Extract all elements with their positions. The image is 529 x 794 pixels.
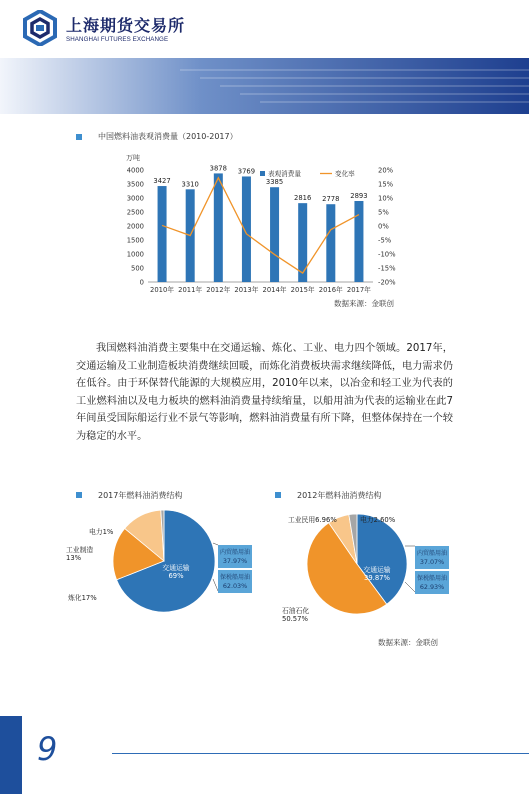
callout-value: 37.07% [419, 558, 445, 566]
bar [214, 173, 223, 282]
exchange-logo-icon [22, 10, 58, 46]
chart-title: 中国燃料油表观消费量（2010-2017） [98, 132, 238, 141]
x-tick-label: 2016年 [318, 286, 343, 294]
callout-label: 内贸船用油 [219, 549, 251, 556]
legend-swatch-bar [260, 171, 265, 176]
y2-tick-label: -15% [378, 264, 396, 273]
slice-label: 39.87% [364, 574, 390, 582]
legend-label: 表观消费量 [268, 170, 301, 178]
callout-label: 内贸船用油 [416, 550, 448, 557]
bar [242, 176, 251, 282]
bar-value-label: 2893 [350, 191, 368, 200]
pie-source: 数据来源：金联创 [378, 638, 438, 647]
slice-label: 13% [66, 554, 82, 562]
callout-label: 保税船用油 [416, 575, 448, 582]
slice-label: 交通运输 [162, 564, 190, 572]
y-tick-label: 0 [139, 278, 144, 287]
slice-label: 工业制造 [66, 546, 94, 554]
x-tick-label: 2010年 [150, 286, 175, 294]
pie-left-title: 2017年燃料油消费结构 [98, 491, 183, 500]
org-name-cn: 上海期货交易所 [66, 16, 186, 35]
consumption-structure-pies [60, 508, 460, 632]
bar-value-label: 2778 [322, 195, 340, 204]
y-tick-label: 4000 [126, 166, 144, 175]
y-tick-label: 3500 [126, 180, 144, 189]
x-tick-label: 2011年 [178, 286, 203, 294]
y-tick-label: 2000 [126, 222, 144, 231]
bar-value-label: 3427 [153, 177, 171, 186]
callout-leader [405, 582, 415, 592]
callout-label: 保税船用油 [219, 574, 251, 581]
slice-label: 交通运输 [363, 566, 391, 574]
body-paragraph: 我国燃料油消费主要集中在交通运输、炼化、工业、电力四个领域。2017年，交通运输及工业制造板块消费继续回暖，而炼化消费板块需求继续降低，电力需求仍在低谷。由于环保替代能源的大规模应用，2010年以来，以冶金和轻工业为代表的工业燃料油以及电力板块的燃料油消费量持续缩量，以船用油为代表的运输业在此7年间虽受国际船运行业不景气等影响，燃料油消费量有所下降，但整体保持在一个较为稳定的水平。 [76, 343, 453, 442]
callout-value: 62.03% [222, 582, 248, 590]
callout-leader [213, 579, 218, 591]
y2-tick-label: -10% [378, 250, 396, 259]
bar [158, 186, 167, 282]
bar [326, 204, 335, 282]
x-tick-label: 2012年 [206, 286, 231, 294]
callout-value: 62.93% [419, 583, 445, 591]
y-tick-label: 2500 [126, 208, 144, 217]
slice-label: 工业民用6.96% [288, 516, 337, 524]
y-axis-unit: 万吨 [126, 154, 140, 162]
bar [354, 201, 363, 282]
slice-label: 电力1% [89, 528, 114, 536]
bar-value-label: 3310 [181, 180, 199, 189]
footer-side-bar [0, 716, 22, 794]
x-tick-label: 2013年 [234, 286, 259, 294]
page-number: 9 [37, 730, 58, 768]
callout-leader [213, 543, 218, 545]
x-tick-label: 2017年 [346, 286, 371, 294]
header-band-lines [0, 58, 529, 114]
y-tick-label: 500 [131, 264, 144, 273]
x-tick-label: 2015年 [290, 286, 315, 294]
x-tick-label: 2014年 [262, 286, 287, 294]
chart-source: 数据来源：金联创 [334, 299, 394, 308]
slice-label: 50.57% [282, 615, 308, 623]
y2-tick-label: 0% [378, 222, 389, 231]
y-tick-label: 1500 [126, 236, 144, 245]
section-bullet [275, 492, 281, 498]
slice-label: 炼化17% [68, 594, 97, 602]
y2-tick-label: 20% [378, 166, 394, 175]
bar [298, 203, 307, 282]
callout-value: 37.97% [222, 557, 248, 565]
pie-right-title: 2012年燃料油消费结构 [297, 491, 382, 500]
consumption-chart [110, 150, 410, 312]
bar-value-label: 3769 [237, 167, 256, 176]
y2-tick-label: -5% [378, 236, 392, 245]
slice-label: 69% [168, 572, 184, 580]
section-bullet [76, 134, 82, 140]
slice-label: 电力2.60% [360, 516, 396, 524]
y2-tick-label: 15% [378, 180, 394, 189]
org-name-en: SHANGHAI FUTURES EXCHANGE [66, 36, 169, 43]
footer-rule [112, 753, 529, 754]
bar [270, 187, 279, 282]
section-bullet [76, 492, 82, 498]
y2-tick-label: 5% [378, 208, 389, 217]
bar-value-label: 3385 [265, 178, 284, 187]
legend-label: 变化率 [335, 170, 355, 178]
y-tick-label: 3000 [126, 194, 144, 203]
slice-label: 石油石化 [282, 607, 310, 615]
header [0, 0, 529, 56]
y2-tick-label: -20% [378, 278, 396, 287]
y2-tick-label: 10% [378, 194, 394, 203]
bar-value-label: 3878 [209, 164, 227, 173]
bar-value-label: 2816 [294, 194, 312, 203]
y-tick-label: 1000 [126, 250, 144, 259]
